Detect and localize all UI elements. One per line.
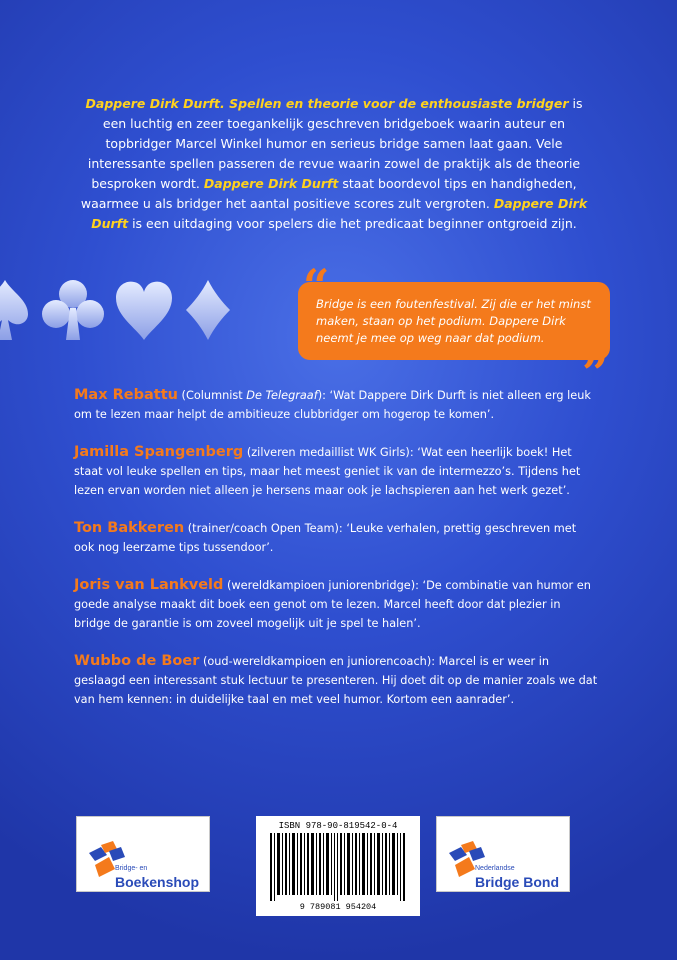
reviewer-name: Wubbo de Boer <box>74 653 200 669</box>
bridge-boekenshop-logo <box>76 816 210 892</box>
nederlandse-bridge-bond-logo <box>436 816 570 892</box>
isbn-label: ISBN 978-90-819542-0-4 <box>278 821 398 831</box>
reviewer-role: (zilveren medaillist WK Girls): <box>243 446 414 459</box>
reviewer-name: Max Rebattu <box>74 387 178 403</box>
review-text: Marcel is er weer in geslaagd een interessant stuk lectuur te presenteren. Hij doet dit op de manier zoals we dat van hem kennen: in duidelijke taal en met veel humor. Kortom een aanrader’. <box>74 655 598 706</box>
reviewer-role: ): <box>317 389 326 402</box>
book-title-highlight: Dappere Dirk Durft <box>203 176 339 191</box>
reviewer-role: (wereldkampioen juniorenbridge): <box>223 579 419 592</box>
reviewer-role-italic: De Telegraaf <box>246 389 318 402</box>
reviewer-role: (oud-wereldkampioen en juniorencoach): <box>199 655 436 668</box>
review-text: ‘Wat Dappere Dirk Durft is niet alleen erg leuk om te lezen maar helpt de ambitieuze clubbridger om hogerop te komen’. <box>74 389 591 421</box>
barcode-digits: 9 789081 954204 <box>299 902 377 912</box>
barcode-icon <box>270 833 406 901</box>
close-quote-mark: ” <box>582 346 609 400</box>
logo-subtext: Bridge- en <box>115 865 148 872</box>
reviewer-name: Joris van Lankveld <box>74 577 224 593</box>
spade-icon <box>0 278 30 342</box>
review-item <box>74 519 599 557</box>
review-item <box>74 443 599 500</box>
book-title-highlight: Dappere Dirk Durft <box>91 196 588 231</box>
isbn-barcode-box <box>256 816 420 916</box>
review-item <box>74 576 599 633</box>
reviewer-role: (Columnist <box>177 389 247 402</box>
quote-box <box>298 282 610 360</box>
reviewer-role: (trainer/coach Open Team): <box>184 522 343 535</box>
logo-name: Boekenshop <box>115 874 200 890</box>
intro-text: staat boordevol tips en handigheden, waarmee u als bridger het aantal positieve scores zult vergroten. <box>80 176 577 211</box>
review-text: ‘Leuke verhalen, prettig geschreven met ook nog leerzame tips tussendoor’. <box>74 522 577 554</box>
club-icon <box>40 278 106 342</box>
reviewer-name: Ton Bakkeren <box>74 520 185 536</box>
review-item <box>74 652 599 709</box>
intro-text: is een uitdaging voor spelers die het predicaat beginner ontgroeid zijn. <box>128 216 577 231</box>
review-text: ‘De combinatie van humor en goede analyse maakt dit boek een genot om te lezen. Marcel heeft door dat plezier in bridge de garantie is om zoveel mogelijk uit je spel te halen’. <box>74 579 591 630</box>
heart-icon <box>114 278 174 342</box>
cards-logo-icon <box>87 839 129 879</box>
reviewer-name: Jamilla Spangenberg <box>74 444 244 460</box>
quote-text: Bridge is een foutenfestival. Zij die er het minst maken, staan op het podium. Dappere Dirk neemt je mee op weg naar dat podium. <box>316 297 591 345</box>
review-text: ‘Wat een heerlijk boek! Het staat vol leuke spellen en tips, maar het meest geniet ik van de intermezzo’s. Tijdens het lezen ervan worden niet alleen je hersens maar ook je lachspieren aan het werk gezet’. <box>74 446 581 497</box>
card-suits-row <box>0 278 240 350</box>
logo-subtext: Nederlandse <box>475 865 515 872</box>
book-title-highlight: Dappere Dirk Durft. Spellen en theorie voor de enthousiaste bridger <box>85 96 569 111</box>
open-quote-mark: “ <box>303 259 330 313</box>
review-item <box>74 386 599 424</box>
intro-text: is een luchtig en zeer toegankelijk geschreven bridgeboek waarin auteur en topbridger Marcel Winkel humor en serieus bridge samen laat gaan. Vele interessante spellen passeren de revue waarin zowel de praktijk als de theorie besproken wordt. <box>87 96 583 191</box>
intro-paragraph <box>74 94 594 234</box>
cards-logo-icon <box>447 839 489 879</box>
diamond-icon <box>184 278 232 342</box>
reviews-list <box>74 386 599 728</box>
logo-name: Bridge Bond <box>475 874 559 890</box>
